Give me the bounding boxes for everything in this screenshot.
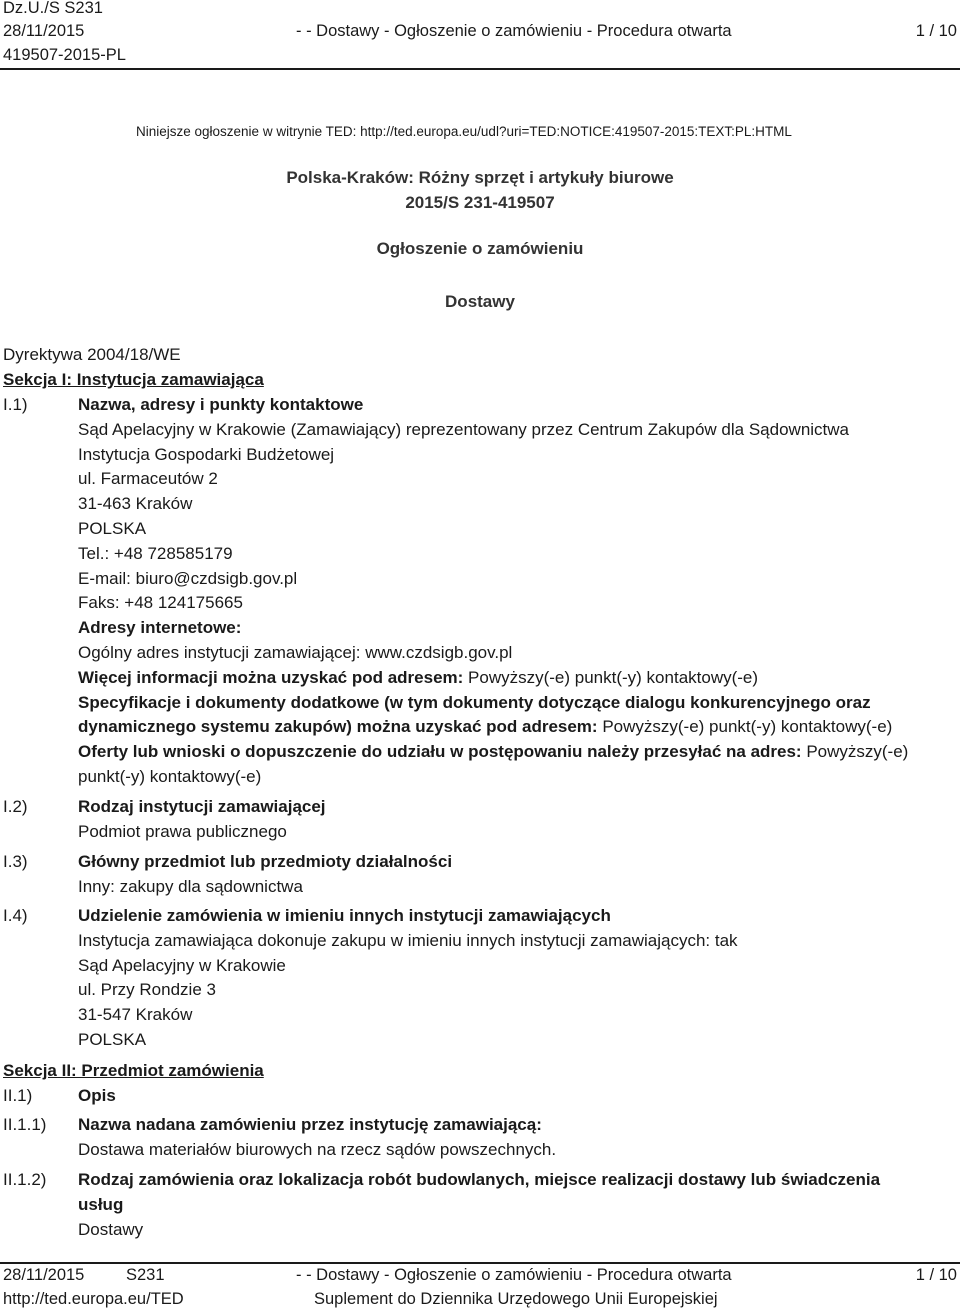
footer-date: 28/11/2015 bbox=[3, 1266, 85, 1284]
footer-series: S231 bbox=[126, 1266, 165, 1284]
footer-title: - - Dostawy - Ogłoszenie o zamówieniu - Procedura otwarta bbox=[296, 1266, 732, 1284]
street: ul. Przy Rondzie 3 bbox=[78, 980, 216, 1000]
authority-type-block bbox=[78, 795, 948, 845]
web-heading: Adresy internetowe: bbox=[78, 618, 242, 638]
directive: Dyrektywa 2004/18/WE bbox=[3, 345, 181, 364]
section-number: I.1) bbox=[3, 395, 28, 414]
contract-type-block bbox=[78, 1168, 948, 1242]
section-title: Główny przedmiot lub przedmioty działalności bbox=[78, 852, 453, 871]
header-date: 28/11/2015 bbox=[3, 22, 85, 40]
web-label: Ogólny adres instytucji zamawiającej: bbox=[78, 642, 366, 662]
section-title: Udzielenie zamówienia w imieniu innych instytucji zamawiających bbox=[78, 906, 611, 925]
spec-row bbox=[78, 715, 948, 740]
notice-category: Dostawy bbox=[445, 292, 515, 311]
email-link[interactable]: biuro@czdsigb.gov.pl bbox=[135, 568, 298, 588]
more-info-label: Więcej informacji można uzyskać pod adresem: bbox=[78, 667, 469, 687]
footer-page: 1 / 10 bbox=[915, 1266, 957, 1284]
ted-notice-link[interactable]: Niniejsze ogłoszenie w witrynie TED: http://ted.europa.eu/udl?uri=TED:NOTICE:419507-2015:TEXT:PL:HTML bbox=[136, 124, 792, 139]
offers-value: Powyższy(-e) bbox=[806, 742, 909, 762]
page-header bbox=[0, 0, 960, 70]
section-title: Opis bbox=[78, 1086, 116, 1105]
more-info-row bbox=[78, 666, 948, 691]
section-title: Rodzaj zamówienia oraz lokalizacja robót budowlanych, miejsce realizacji dostawy lub świadczenia bbox=[78, 1170, 881, 1189]
spec-value: Powyższy(-e) punkt(-y) kontaktowy(-e) bbox=[602, 717, 893, 737]
section-1-heading: Sekcja I: Instytucja zamawiająca bbox=[3, 370, 264, 389]
authority-name: Sąd Apelacyjny w Krakowie (Zamawiający) reprezentowany przez Centrum Zakupów dla Sądownictwa bbox=[78, 419, 850, 439]
spec-label: Specyfikacje i dokumenty dodatkowe (w tym dokumenty dotyczące dialogu konkurencyjnego oraz bbox=[78, 692, 871, 712]
description-block bbox=[78, 1084, 948, 1109]
header-divider bbox=[0, 68, 960, 70]
footer-ted-link[interactable]: http://ted.europa.eu/TED bbox=[3, 1290, 184, 1308]
section-number: II.1.2) bbox=[3, 1170, 47, 1189]
notice-type: Ogłoszenie o zamówieniu bbox=[376, 239, 584, 258]
email-label: E-mail: bbox=[78, 568, 136, 588]
more-info-value: Powyższy(-e) punkt(-y) kontaktowy(-e) bbox=[468, 667, 759, 687]
section-number: I.2) bbox=[3, 797, 28, 816]
street: ul. Farmaceutów 2 bbox=[78, 469, 218, 489]
header-page: 1 / 10 bbox=[915, 22, 957, 40]
offers-label: Oferty lub wnioski o dopuszczenie do udziału w postępowaniu należy przesyłać na adres: bbox=[78, 742, 807, 762]
city: 31-547 Kraków bbox=[78, 1005, 193, 1025]
main-activity: Inny: zakupy dla sądownictwa bbox=[78, 876, 303, 896]
authority-name-cont: Instytucja Gospodarki Budżetowej bbox=[78, 444, 335, 464]
contact-points-block bbox=[78, 393, 948, 790]
main-activity-block bbox=[78, 850, 948, 900]
spec-label-cont: dynamicznego systemu zakupów) można uzyskać pod adresem: bbox=[78, 717, 603, 737]
contract-type: Dostawy bbox=[78, 1219, 144, 1239]
offers-value-cont: punkt(-y) kontaktowy(-e) bbox=[78, 766, 262, 786]
on-behalf: Instytucja zamawiająca dokonuje zakupu w imieniu innych instytucji zamawiających: tak bbox=[78, 930, 738, 950]
other-authorities-block bbox=[78, 904, 948, 1053]
header-title: - - Dostawy - Ogłoszenie o zamówieniu - Procedura otwarta bbox=[296, 22, 732, 40]
phone: Tel.: +48 728585179 bbox=[78, 543, 233, 563]
footer-supplement: Suplement do Dziennika Urzędowego Unii Europejskiej bbox=[314, 1290, 718, 1308]
journal-ref: Dz.U./S S231 bbox=[3, 0, 103, 17]
section-number: II.1) bbox=[3, 1086, 33, 1105]
section-2-heading: Sekcja II: Przedmiot zamówienia bbox=[3, 1061, 264, 1080]
contract-title: Dostawa materiałów biurowych na rzecz sądów powszechnych. bbox=[78, 1139, 557, 1159]
section-number: I.3) bbox=[3, 852, 28, 871]
notice-reference: 2015/S 231-419507 bbox=[405, 193, 555, 212]
notice-title: Polska-Kraków: Różny sprzęt i artykuły biurowe bbox=[286, 168, 674, 187]
section-title: Rodzaj instytucji zamawiającej bbox=[78, 797, 326, 816]
web-row bbox=[78, 641, 948, 666]
offers-row bbox=[78, 740, 948, 765]
section-number: I.4) bbox=[3, 906, 28, 925]
country: POLSKA bbox=[78, 518, 147, 538]
notice-id: 419507-2015-PL bbox=[3, 46, 126, 64]
footer-divider bbox=[0, 1262, 960, 1264]
section-title: Nazwa nadana zamówieniu przez instytucję zamawiającą: bbox=[78, 1115, 542, 1134]
fax: Faks: +48 124175665 bbox=[78, 593, 243, 613]
authority-type: Podmiot prawa publicznego bbox=[78, 821, 287, 841]
org-name: Sąd Apelacyjny w Krakowie bbox=[78, 955, 286, 975]
contract-title-block bbox=[78, 1113, 948, 1163]
page-footer bbox=[0, 1262, 960, 1311]
web-link[interactable]: www.czdsigb.gov.pl bbox=[365, 642, 513, 662]
section-title: Nazwa, adresy i punkty kontaktowe bbox=[78, 395, 364, 414]
section-number: II.1.1) bbox=[3, 1115, 47, 1134]
email-row bbox=[78, 567, 948, 592]
country: POLSKA bbox=[78, 1029, 147, 1049]
city: 31-463 Kraków bbox=[78, 494, 193, 514]
section-title-cont: usług bbox=[78, 1194, 124, 1214]
